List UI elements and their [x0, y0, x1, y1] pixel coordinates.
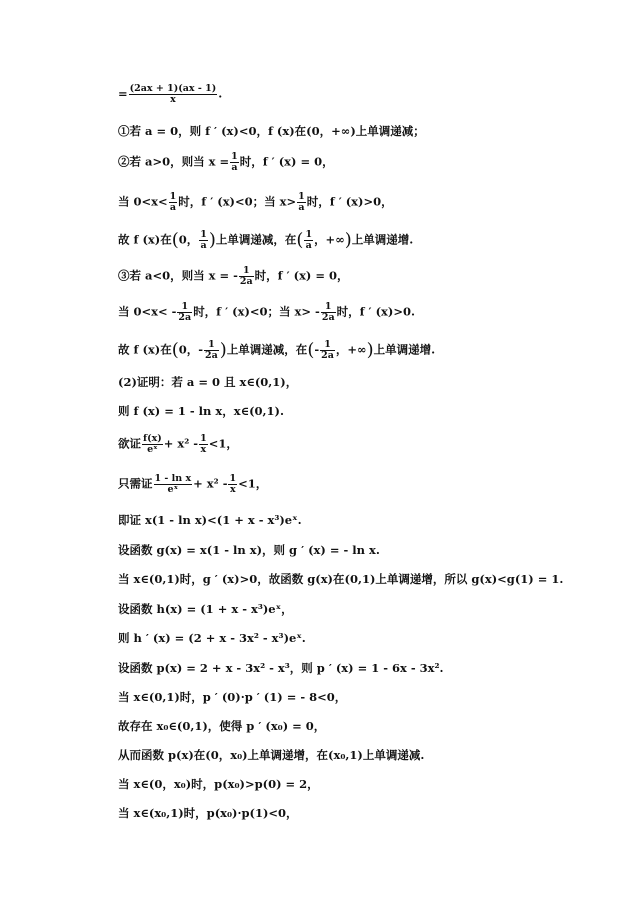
text: ，+∞ — [314, 232, 345, 247]
denominator: a — [231, 162, 238, 173]
text: 只需证 — [118, 476, 153, 491]
line-07 — [118, 302, 415, 323]
fraction — [321, 302, 336, 323]
text: <1， — [208, 436, 238, 451]
line-15: 当 x∈(0,1)时，g ′ (x)>0，故函数 g(x)在(0,1)上单调递增，所以 g(x)<g(1) = 1. — [118, 572, 564, 586]
right-paren: ) — [366, 339, 374, 361]
text: ②若 a>0，则当 x = — [118, 154, 230, 169]
text: 欲证 — [118, 436, 141, 451]
line-08 — [118, 340, 435, 361]
denominator: 2a — [178, 312, 192, 323]
text: 时，f ′ (x)>0， — [306, 194, 393, 209]
numerator: 1 — [169, 191, 177, 202]
fraction — [142, 434, 163, 455]
text: 时，f ′ (x)<0；当 x> - — [193, 304, 320, 319]
denominator: a — [200, 240, 207, 251]
fraction — [154, 474, 193, 495]
fraction — [199, 230, 208, 251]
line-17: 则 h ′ (x) = (2 + x - 3x² - x³)eˣ. — [118, 631, 306, 645]
numerator: 1 — [177, 302, 192, 313]
numerator: f(x) — [143, 433, 162, 444]
text: 上单调递增. — [373, 342, 436, 357]
line-10: 则 f (x) = 1 - ln x，x∈(0,1). — [118, 404, 284, 418]
text: 时，f ′ (x) = 0， — [239, 154, 334, 169]
text: 时，f ′ (x) = 0， — [254, 268, 349, 283]
line-21: 从而函数 p(x)在(0，x₀)上单调递增，在(x₀,1)上单调递减. — [118, 748, 425, 762]
text: 当 0<x< — [118, 194, 168, 209]
numerator: 1 — [200, 229, 207, 240]
denominator: a — [298, 202, 305, 213]
line-23: 当 x∈(x₀,1)时，p(x₀)·p(1)<0， — [118, 806, 298, 820]
line-09: (2)证明：若 a = 0 且 x∈(0,1)， — [118, 375, 298, 389]
numerator: 1 — [239, 266, 254, 277]
text: 0，- — [178, 342, 204, 357]
left-paren: ( — [307, 339, 315, 361]
text: 0， — [178, 232, 199, 247]
denominator: eˣ — [167, 484, 179, 495]
denominator: 2a — [321, 350, 334, 361]
numerator: 1 — [229, 473, 237, 484]
fraction — [169, 192, 178, 213]
line-20: 故存在 x₀∈(0,1)，使得 p ′ (x₀) = 0， — [118, 719, 326, 733]
fraction — [204, 340, 219, 361]
text: + x² - — [193, 476, 228, 491]
right-paren: ) — [208, 229, 216, 251]
text: 当 0<x< - — [118, 304, 177, 319]
denominator: 2a — [239, 276, 253, 287]
text: 上单调递增. — [351, 232, 414, 247]
text: 上单调递减，在 — [215, 232, 297, 247]
numerator: 1 — [200, 433, 207, 444]
fraction — [230, 152, 239, 173]
denominator: eˣ — [147, 444, 158, 455]
text: + x² - — [163, 436, 199, 451]
text: 故 f (x)在 — [118, 232, 172, 247]
line-18: 设函数 p(x) = 2 + x - 3x² - x³，则 p ′ (x) = 1 - 6x - 3x². — [118, 661, 444, 675]
fraction — [177, 302, 192, 323]
text: ③若 a<0，则当 x = - — [118, 268, 238, 283]
equals-sign: = — [118, 86, 128, 101]
numerator: 1 — [298, 191, 305, 202]
line-11 — [118, 434, 238, 455]
line-03 — [118, 152, 334, 173]
denominator: a — [169, 202, 177, 213]
line-14: 设函数 g(x) = x(1 - ln x)，则 g ′ (x) = - ln x. — [118, 543, 380, 557]
denominator: x — [200, 444, 207, 455]
denominator: x — [229, 484, 236, 495]
numerator: (2ax + 1)(ax - 1) — [129, 83, 217, 94]
text: ，+∞ — [335, 342, 367, 357]
right-paren: ) — [219, 339, 227, 361]
text: - — [314, 342, 320, 357]
line-04 — [118, 192, 393, 213]
denominator: x — [170, 94, 176, 105]
numerator: 1 — [321, 302, 336, 313]
text: <1， — [238, 476, 268, 491]
text: 时，f ′ (x)<0；当 x> — [178, 194, 297, 209]
right-paren: ) — [344, 229, 352, 251]
numerator: 1 — [320, 340, 335, 351]
line-12 — [118, 474, 267, 495]
denominator: 2a — [205, 350, 218, 361]
text: 故 f (x)在 — [118, 342, 172, 357]
line-01 — [118, 84, 222, 105]
fraction — [199, 434, 208, 455]
fraction — [320, 340, 335, 361]
left-paren: ( — [296, 229, 304, 251]
numerator: 1 - ln x — [154, 473, 192, 484]
fraction — [228, 474, 237, 495]
text: 时，f ′ (x)>0. — [336, 304, 415, 319]
denominator: a — [305, 240, 312, 251]
denominator: 2a — [321, 312, 335, 323]
line-13: 即证 x(1 - ln x)<(1 + x - x³)eˣ. — [118, 513, 302, 527]
line-22: 当 x∈(0，x₀)时，p(x₀)>p(0) = 2， — [118, 777, 319, 791]
left-paren: ( — [171, 339, 179, 361]
numerator: 1 — [231, 151, 238, 162]
numerator: 1 — [305, 229, 313, 240]
line-16: 设函数 h(x) = (1 + x - x³)eˣ， — [118, 602, 293, 616]
fraction — [297, 192, 306, 213]
fraction — [129, 84, 218, 105]
line-02: ①若 a = 0，则 f ′ (x)<0，f (x)在(0，+∞)上单调递减； — [118, 124, 425, 138]
text: 上单调递减，在 — [226, 342, 308, 357]
period: . — [218, 86, 223, 101]
fraction — [239, 266, 254, 287]
line-05 — [118, 230, 413, 251]
fraction — [304, 230, 313, 251]
line-06 — [118, 266, 349, 287]
left-paren: ( — [171, 229, 179, 251]
numerator: 1 — [204, 340, 219, 351]
line-19: 当 x∈(0,1)时，p ′ (0)·p ′ (1) = - 8<0， — [118, 690, 347, 704]
